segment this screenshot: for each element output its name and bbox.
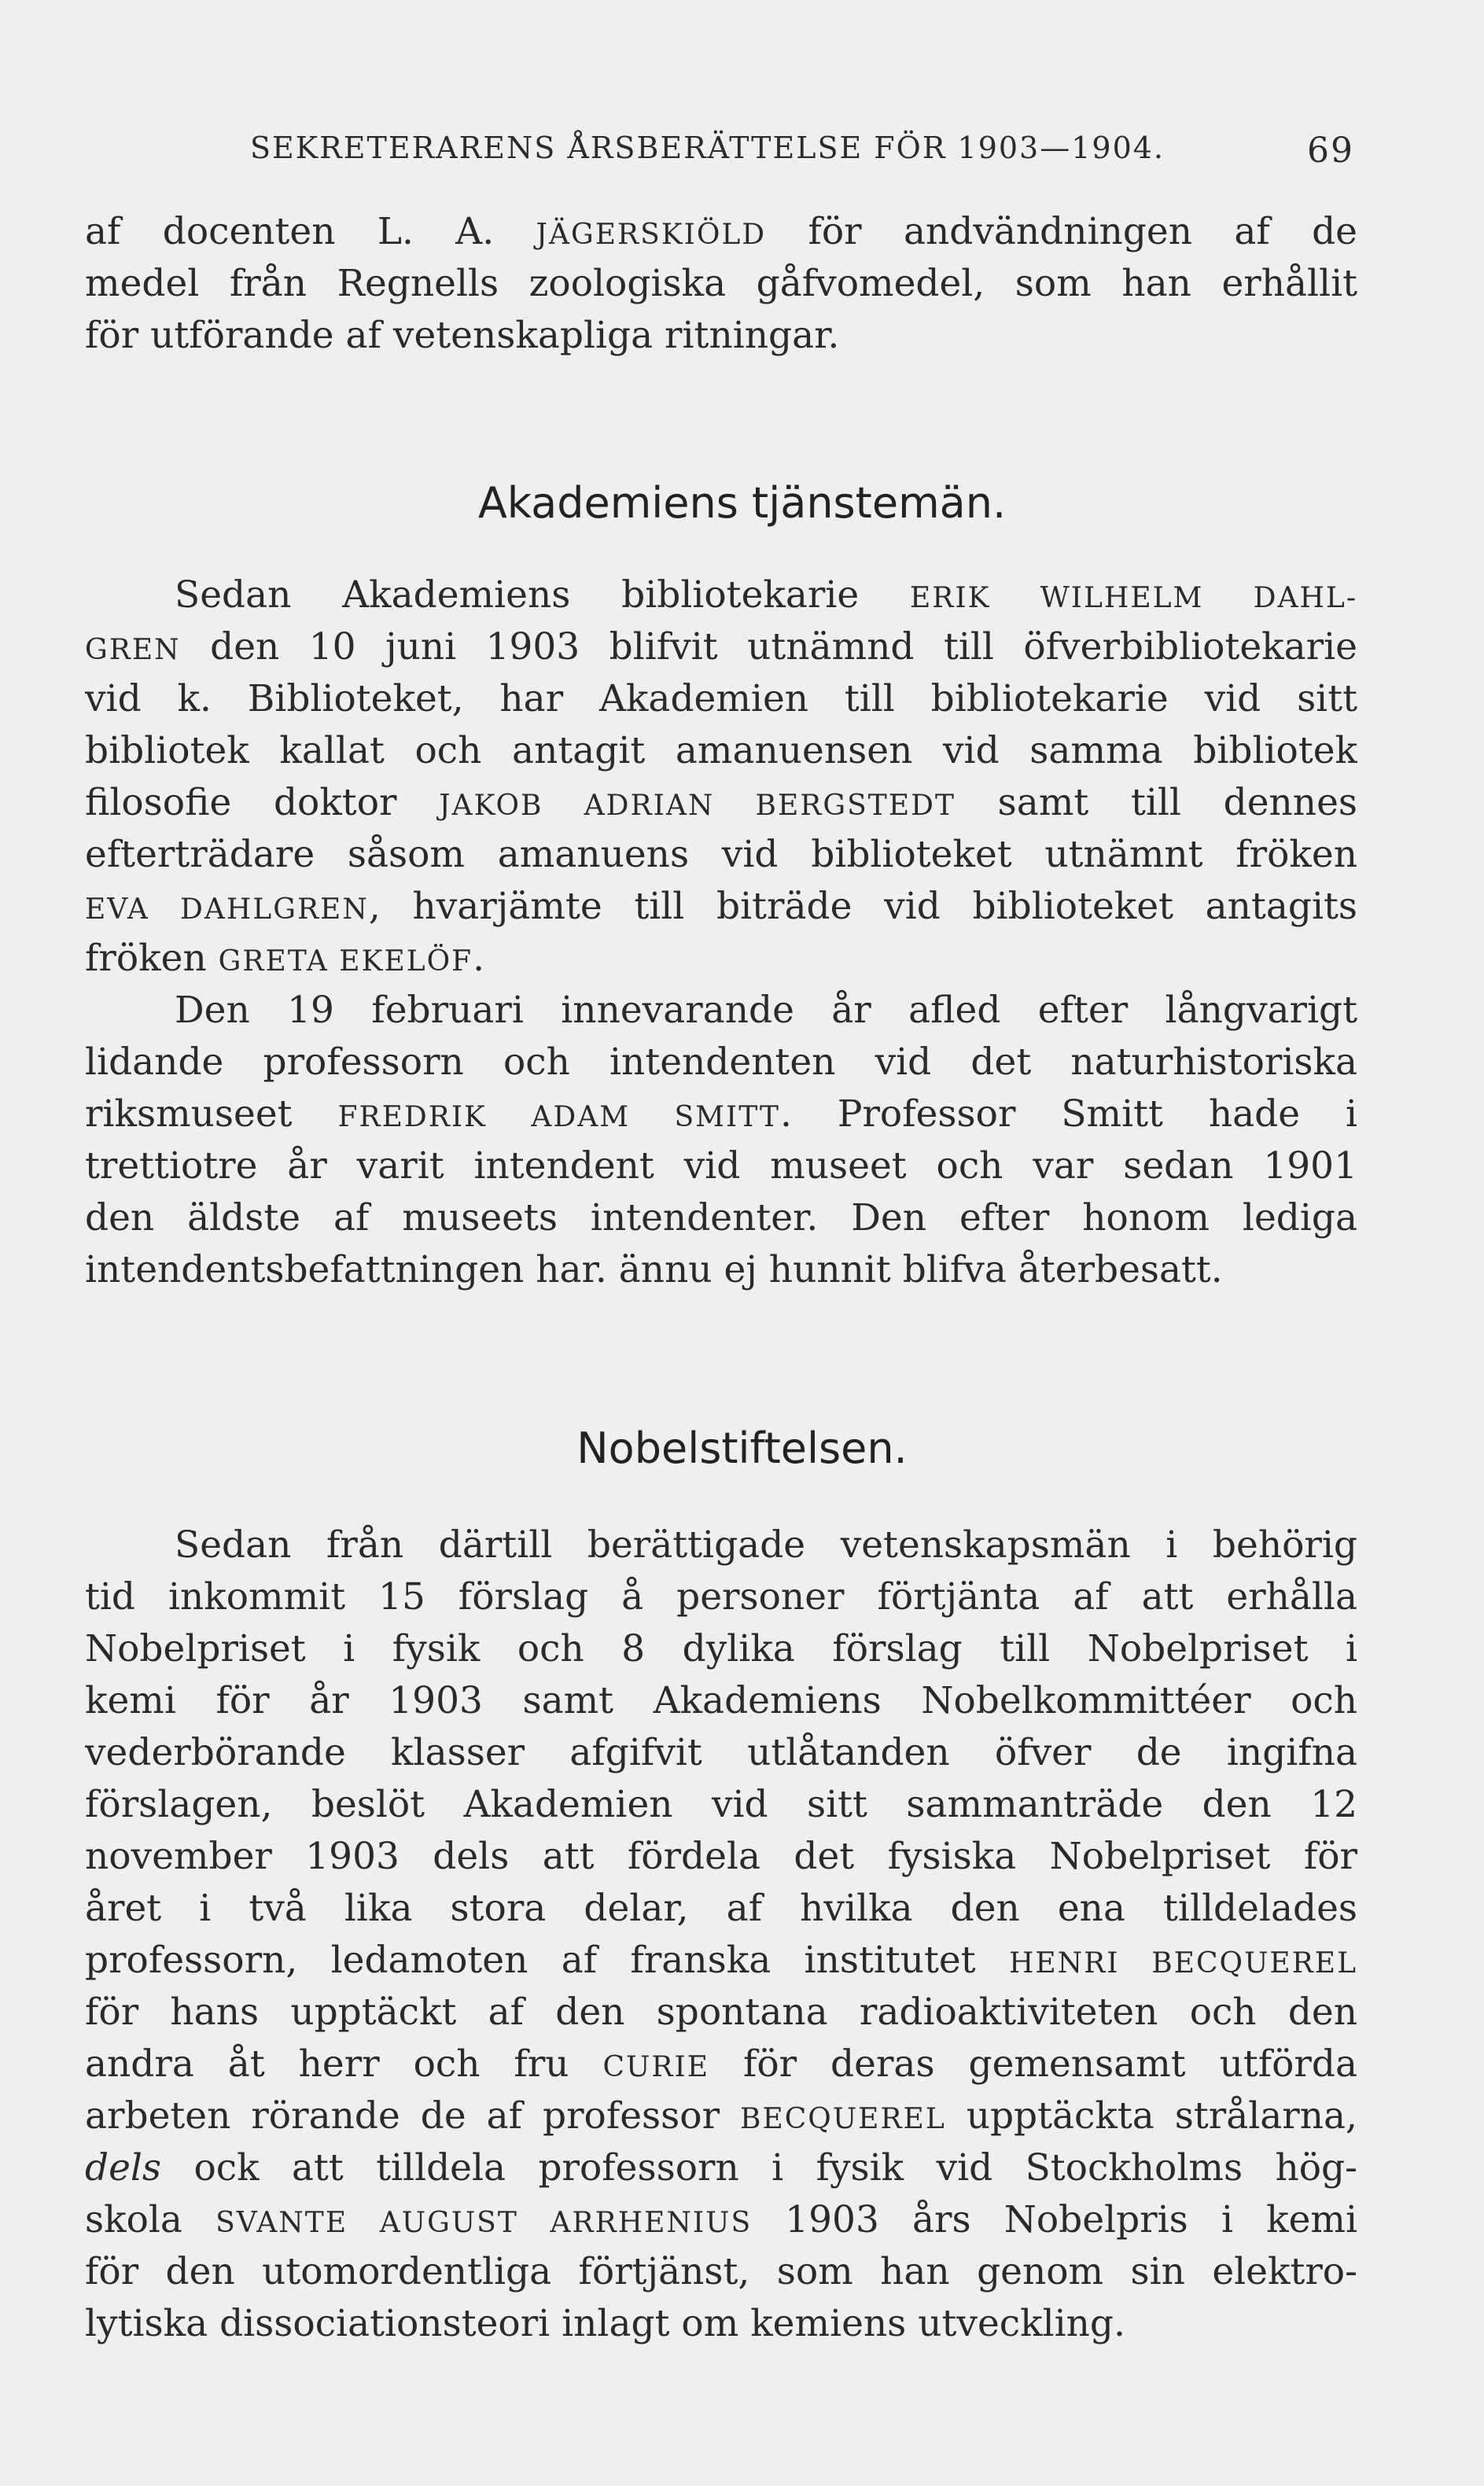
text-segment: ock att tilldela professorn i fysik vid Stockholms hög- — [161, 2146, 1357, 2190]
text-segment: tid inkommit 15 förslag å personer förtjänta af att erhålla — [85, 1575, 1357, 1619]
text-line — [85, 2142, 1357, 2194]
text-line — [85, 1987, 1357, 2039]
text-segment: bibliotek kallat och antagit amanuensen vid samma bibliotek — [85, 729, 1357, 772]
person-name: SVANTE AUGUST ARRHENIUS — [215, 2207, 753, 2239]
text-line — [85, 881, 1357, 933]
text-segment: Sedan från därtill berättigade vetenskapsmän i behörig — [175, 1523, 1357, 1567]
text-segment: lytiska dissociationsteori inlagt om kemiens utveckling. — [85, 2302, 1125, 2345]
text-line — [85, 1675, 1357, 1727]
text-line — [85, 1779, 1357, 1831]
person-name: FREDRIK ADAM SMITT — [337, 1101, 780, 1133]
text-line — [85, 2246, 1357, 2298]
text-line — [85, 1571, 1357, 1623]
text-segment: af docenten L. A. — [85, 210, 536, 253]
text-segment: Sedan Akademiens bibliotekarie — [175, 573, 910, 617]
text-line — [85, 569, 1357, 621]
text-line — [85, 1140, 1357, 1192]
person-name: HENRI BECQUEREL — [1008, 1947, 1357, 1980]
text-segment: professorn, ledamoten af franska institutet — [85, 1939, 1009, 1982]
text-segment: upptäckta strålarna, — [945, 2094, 1357, 2138]
text-segment: efterträdare såsom amanuens vid biblioteket utnämnt fröken — [85, 833, 1357, 876]
section-akademiens-tjansteman — [85, 569, 1357, 1296]
text-line — [85, 777, 1357, 829]
text-line — [85, 258, 1357, 310]
text-segment: den 10 juni 1903 blifvit utnämnd till öfverbibliotekarie — [180, 625, 1357, 668]
text-line — [85, 1883, 1357, 1935]
text-line — [85, 985, 1357, 1037]
text-line — [85, 2298, 1357, 2350]
text-line — [85, 673, 1357, 725]
text-segment: samt till dennes — [955, 781, 1357, 824]
text-line — [85, 725, 1357, 777]
text-line — [85, 1088, 1357, 1140]
text-line — [85, 933, 1357, 985]
person-name: JAKOB ADRIAN BERGSTEDT — [439, 790, 956, 822]
text-segment: året i två lika stora delar, af hvilka den ena tilldelades — [85, 1887, 1357, 1930]
person-name: ERIK WILHELM DAHL- — [910, 582, 1357, 614]
text-line — [85, 1831, 1357, 1883]
text-line — [85, 310, 1357, 362]
text-line — [85, 1935, 1357, 1987]
text-segment: andra åt herr och fru — [85, 2042, 603, 2086]
text-line — [85, 1623, 1357, 1675]
text-line — [85, 1192, 1357, 1244]
text-segment: för den utomordentliga förtjänst, som han genom sin elektro- — [85, 2250, 1357, 2293]
text-segment: 1903 års Nobelpris i kemi — [752, 2198, 1357, 2241]
text-segment: . Professor Smitt hade i — [779, 1092, 1357, 1136]
text-segment: trettiotre år varit intendent vid museet och var sedan 1901 — [85, 1144, 1357, 1188]
text-segment: , hvarjämte till biträde vid biblioteket antagits — [368, 885, 1357, 928]
text-line — [85, 1727, 1357, 1779]
text-line — [85, 206, 1357, 258]
text-line — [85, 1037, 1357, 1088]
text-segment: lidande professorn och intendenten vid det naturhistoriska — [85, 1040, 1357, 1084]
person-name: CURIE — [602, 2051, 710, 2083]
text-segment: den äldste af museets intendenter. Den efter honom lediga — [85, 1196, 1357, 1239]
text-segment: kemi för år 1903 samt Akademiens Nobelkommittéer och — [85, 1679, 1357, 1722]
text-segment: filosofie doktor — [85, 781, 440, 824]
intro-paragraph — [85, 206, 1357, 362]
text-segment: november 1903 dels att fördela det fysiska Nobelpriset för — [85, 1835, 1357, 1878]
text-segment: fröken — [85, 937, 219, 980]
text-line — [85, 1244, 1357, 1296]
person-name: EVA DAHLGREN — [85, 893, 369, 926]
text-segment: för andvändningen af de — [766, 210, 1357, 253]
text-line — [85, 2039, 1357, 2090]
section-nobelstiftelsen — [85, 1519, 1357, 2350]
text-segment: skola — [85, 2198, 216, 2241]
page-number: 69 — [1307, 131, 1354, 171]
emphasis-text: dels — [85, 2146, 162, 2190]
text-segment: för hans upptäckt af den spontana radioaktiviteten och den — [85, 1991, 1357, 2034]
text-segment: vid k. Biblioteket, har Akademien till bibliotekarie vid sitt — [85, 677, 1357, 720]
section-heading-nobelstiftelsen: Nobelstiftelsen. — [576, 1423, 908, 1473]
text-segment: vederbörande klasser afgifvit utlåtanden öfver de ingifna — [85, 1731, 1357, 1774]
running-title: SEKRETERARENS ÅRSBERÄTTELSE FÖR 1903—1904. — [250, 131, 1165, 165]
text-segment: Nobelpriset i fysik och 8 dylika förslag till Nobelpriset i — [85, 1627, 1357, 1670]
person-name: JÄGERSKIÖLD — [536, 219, 767, 251]
person-name: GRETA EKELÖF — [218, 945, 473, 978]
text-segment: för utförande af vetenskapliga ritningar. — [85, 314, 840, 357]
section-heading-akademiens-tjansteman: Akademiens tjänstemän. — [477, 478, 1007, 528]
person-name: GREN — [85, 634, 181, 666]
text-segment: intendentsbefattningen har. ännu ej hunnit blifva återbesatt. — [85, 1248, 1223, 1291]
text-segment: Den 19 februari innevarande år afled efter långvarigt — [175, 989, 1357, 1032]
text-segment: medel från Regnells zoologiska gåfvomedel, som han erhållit — [85, 262, 1357, 305]
text-segment: för deras gemensamt utförda — [709, 2042, 1357, 2086]
running-head — [250, 131, 1354, 171]
text-line — [85, 2194, 1357, 2246]
text-line — [85, 1519, 1357, 1571]
text-segment: förslagen, beslöt Akademien vid sitt sammanträde den 12 — [85, 1783, 1357, 1826]
text-line — [85, 621, 1357, 673]
text-line — [85, 2090, 1357, 2142]
text-segment: riksmuseet — [85, 1092, 338, 1136]
text-segment: . — [473, 937, 485, 980]
text-line — [85, 829, 1357, 881]
person-name: BECQUEREL — [740, 2103, 946, 2135]
text-segment: arbeten rörande de af professor — [85, 2094, 741, 2138]
